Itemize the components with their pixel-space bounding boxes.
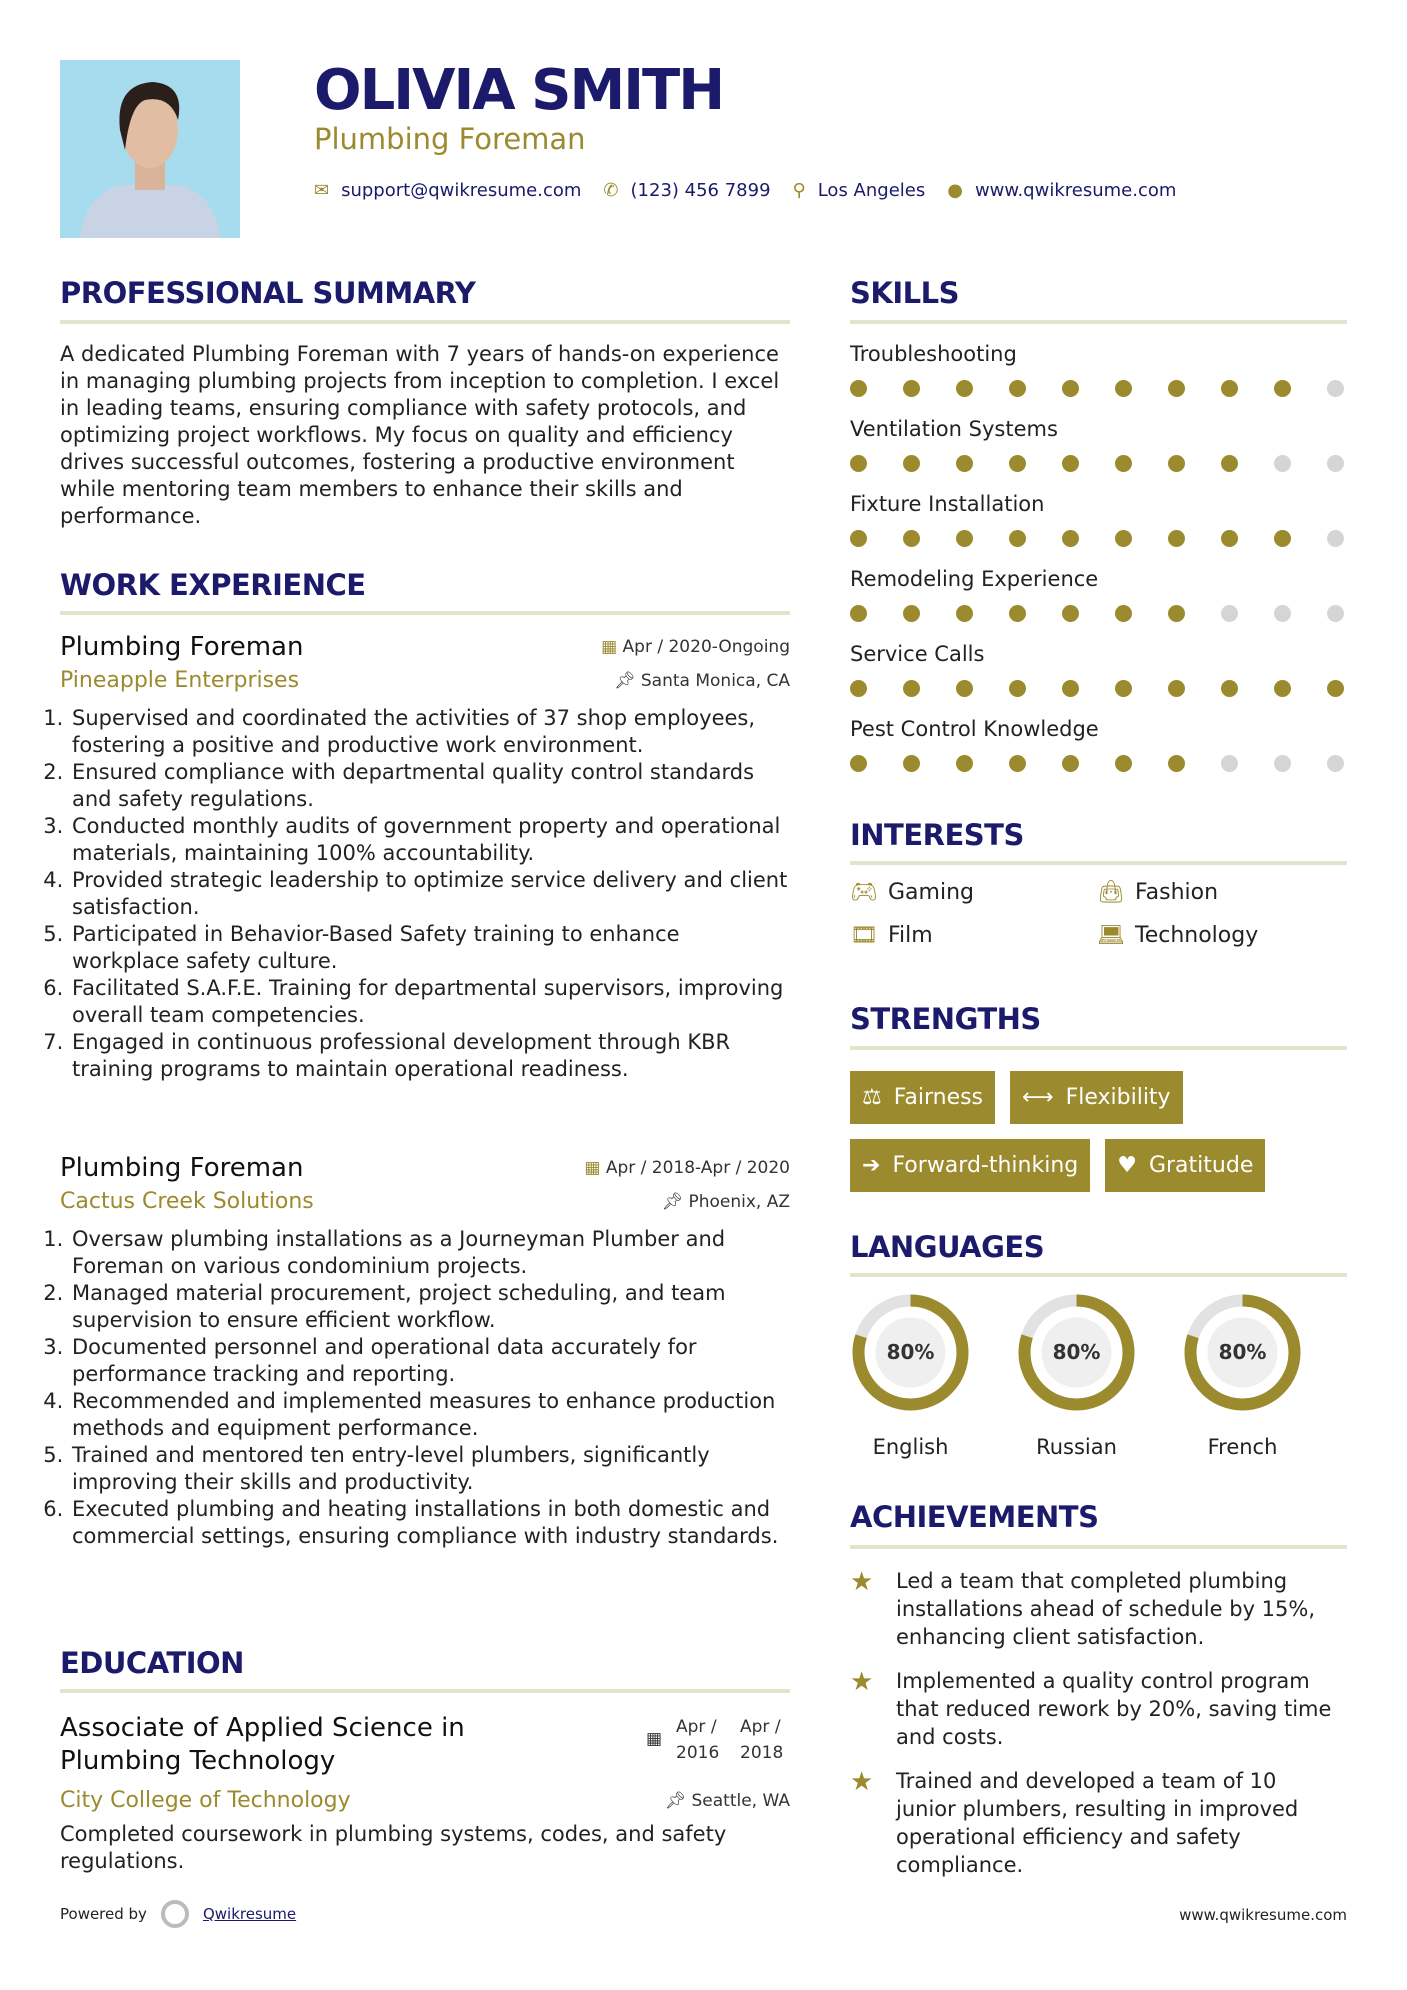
interest-item	[1097, 923, 1347, 948]
rating-dot	[1009, 755, 1026, 772]
rating-dot	[850, 530, 867, 547]
strength-chip	[850, 1139, 1090, 1192]
divider	[850, 1046, 1347, 1050]
job-company: Pineapple Enterprises	[60, 668, 300, 693]
rating-dot	[1062, 530, 1079, 547]
skill-rating	[850, 455, 1347, 472]
phone-icon: ✆	[603, 180, 619, 201]
language-percent: 80%	[886, 1340, 935, 1364]
strength-label: Gratitude	[1148, 1153, 1254, 1178]
job-bullet: 1. Supervised and coordinated the activities of 37 shop employees, fostering a positive and productive work environment.	[70, 705, 790, 759]
rating-dot	[1009, 455, 1026, 472]
job-bullets	[52, 705, 790, 1083]
rating-dot	[1221, 605, 1238, 622]
rating-dot	[1168, 455, 1185, 472]
education-entry	[60, 1712, 790, 1875]
rating-dot	[1115, 455, 1132, 472]
achievement-text: Implemented a quality control program that reduced rework by 20%, saving time and costs.	[896, 1669, 1332, 1749]
rating-dot	[903, 380, 920, 397]
edu-start: Apr / 2016	[676, 1717, 720, 1763]
skill-item	[850, 417, 1347, 492]
interest-item	[850, 923, 1097, 948]
interest-item	[1097, 880, 1347, 905]
rating-dot	[1221, 455, 1238, 472]
interest-label: Film	[888, 923, 933, 948]
achievements-heading: ACHIEVEMENTS	[850, 1500, 1099, 1534]
strengths-list	[850, 1071, 1347, 1192]
skills-list	[850, 342, 1347, 792]
skill-item	[850, 642, 1347, 717]
skill-name: Pest Control Knowledge	[850, 717, 1099, 741]
rating-dot	[1062, 680, 1079, 697]
rating-dot	[1115, 680, 1132, 697]
gamepad-icon: 🎮︎	[850, 880, 878, 905]
map-marker-icon: ⚲	[792, 180, 806, 201]
strengths-heading: STRENGTHS	[850, 1002, 1041, 1036]
language-percent: 80%	[1218, 1340, 1267, 1364]
qwikresume-logo-icon	[161, 1900, 189, 1928]
rating-dot	[1009, 605, 1026, 622]
star-icon: ★	[850, 1767, 874, 1797]
rating-dot	[850, 605, 867, 622]
rating-dot	[1115, 530, 1132, 547]
strength-chip	[1010, 1071, 1183, 1124]
job-date: Apr / 2020-Ongoing	[622, 637, 790, 657]
skill-item	[850, 717, 1347, 792]
rating-dot	[956, 605, 973, 622]
languages-heading: LANGUAGES	[850, 1230, 1045, 1264]
strength-chip	[1105, 1139, 1265, 1192]
edu-location: Seattle, WA	[691, 1790, 790, 1811]
rating-dot	[1274, 455, 1291, 472]
star-icon: ★	[850, 1667, 874, 1697]
interest-label: Fashion	[1135, 880, 1219, 905]
rating-dot	[1221, 530, 1238, 547]
calendar-icon: ▦	[645, 1729, 662, 1749]
interests-list	[850, 880, 1347, 948]
language-percent: 80%	[1052, 1340, 1101, 1364]
job-entry	[60, 632, 790, 1083]
interest-label: Gaming	[888, 880, 974, 905]
rating-dot	[956, 530, 973, 547]
language-item	[1016, 1292, 1137, 1459]
location-text: Los Angeles	[817, 180, 926, 201]
rating-dot	[850, 455, 867, 472]
rating-dot	[903, 605, 920, 622]
skill-rating	[850, 380, 1347, 397]
film-icon: 🎞︎	[850, 923, 878, 948]
laptop-icon: 💻︎	[1097, 923, 1125, 948]
shopping-bag-icon: 👜︎	[1097, 880, 1125, 905]
rating-dot	[1274, 605, 1291, 622]
interest-label: Technology	[1135, 923, 1259, 948]
achievement-item	[850, 1567, 1341, 1651]
skill-item	[850, 567, 1347, 642]
job-bullets	[52, 1226, 790, 1550]
job-bullet: 3. Documented personnel and operational data accurately for performance tracking and reporting.	[70, 1334, 790, 1388]
achievement-text: Trained and developed a team of 10 junior plumbers, resulting in improved operational efficiency and safety compliance.	[896, 1769, 1299, 1877]
divider	[850, 861, 1347, 865]
languages-list	[850, 1292, 1303, 1459]
pin-icon: 📌︎	[661, 1191, 689, 1212]
job-bullet: 3. Conducted monthly audits of government property and operational materials, maintaining 100% accountability.	[70, 813, 790, 867]
job-bullet: 4. Recommended and implemented measures to enhance production methods and equipment performance.	[70, 1388, 790, 1442]
website-link[interactable]: www.qwikresume.com	[974, 180, 1177, 201]
rating-dot	[1327, 605, 1344, 622]
language-item	[1182, 1292, 1303, 1459]
edu-end: Apr / 2018	[740, 1717, 784, 1763]
skill-rating	[850, 755, 1347, 772]
contact-bar	[314, 180, 1176, 201]
rating-dot	[1274, 380, 1291, 397]
powered-by-text: Powered by	[60, 1905, 147, 1923]
rating-dot	[903, 530, 920, 547]
divider	[60, 320, 790, 324]
calendar-icon: ▦	[601, 637, 623, 657]
interest-item	[850, 880, 1097, 905]
rating-dot	[1115, 380, 1132, 397]
rating-dot	[1274, 530, 1291, 547]
rating-dot	[1115, 755, 1132, 772]
job-bullet: 4. Provided strategic leadership to optimize service delivery and client satisfaction.	[70, 867, 790, 921]
strength-label: Forward-thinking	[892, 1153, 1079, 1178]
edu-description: Completed coursework in plumbing systems, codes, and safety regulations.	[60, 1822, 727, 1873]
rating-dot	[1062, 755, 1079, 772]
rating-dot	[1168, 755, 1185, 772]
job-bullet: 7. Engaged in continuous professional development through KBR training programs to maintain operational readiness.	[70, 1029, 790, 1083]
divider	[850, 320, 1347, 324]
school: City College of Technology	[60, 1788, 351, 1813]
job-bullet: 5. Participated in Behavior-Based Safety training to enhance workplace safety culture.	[70, 921, 790, 975]
calendar-icon: ▦	[584, 1158, 606, 1178]
skill-rating	[850, 680, 1347, 697]
skill-name: Service Calls	[850, 642, 985, 666]
rating-dot	[903, 455, 920, 472]
language-item	[850, 1292, 971, 1459]
job-location: Santa Monica, CA	[640, 670, 790, 691]
skill-rating	[850, 530, 1347, 547]
job-bullet: 6. Executed plumbing and heating installations in both domestic and commercial settings, ensuring compliance with industry standards.	[70, 1496, 790, 1550]
divider	[60, 1689, 790, 1693]
job-title: Plumbing Foreman	[60, 632, 304, 662]
footer-website[interactable]: www.qwikresume.com	[1179, 1906, 1347, 1924]
job-bullet: 2. Managed material procurement, project scheduling, and team supervision to ensure efficient workflow.	[70, 1280, 790, 1334]
rating-dot	[956, 380, 973, 397]
envelope-icon: ✉	[314, 180, 330, 201]
achievement-item	[850, 1767, 1341, 1879]
degree: Associate of Applied Science in Plumbing Technology	[60, 1713, 465, 1776]
pin-icon: 📌︎	[613, 670, 641, 691]
star-icon: ★	[850, 1567, 874, 1597]
job-company: Cactus Creek Solutions	[60, 1189, 314, 1214]
job-bullet: 2. Ensured compliance with departmental quality control standards and safety regulations.	[70, 759, 790, 813]
language-name: English	[872, 1435, 949, 1459]
rating-dot	[850, 380, 867, 397]
summary-heading: PROFESSIONAL SUMMARY	[60, 276, 476, 310]
rating-dot	[1327, 455, 1344, 472]
rating-dot	[1327, 380, 1344, 397]
rating-dot	[1221, 755, 1238, 772]
candidate-name: OLIVIA SMITH	[314, 58, 724, 123]
language-name: French	[1207, 1435, 1278, 1459]
rating-dot	[956, 755, 973, 772]
rating-dot	[1168, 530, 1185, 547]
skill-name: Troubleshooting	[850, 342, 1017, 366]
rating-dot	[1274, 755, 1291, 772]
arrow-right-icon: ➔	[862, 1153, 881, 1178]
profile-photo	[60, 60, 240, 238]
job-bullet: 1. Oversaw plumbing installations as a Journeyman Plumber and Foreman on various condominium projects.	[70, 1226, 790, 1280]
rating-dot	[956, 680, 973, 697]
arrows-h-icon: ⟷	[1022, 1085, 1054, 1110]
job-date: Apr / 2018-Apr / 2020	[605, 1158, 790, 1178]
language-progress-ring	[1016, 1292, 1137, 1413]
work-heading: WORK EXPERIENCE	[60, 568, 366, 602]
skills-heading: SKILLS	[850, 276, 959, 310]
job-entry	[60, 1153, 790, 1550]
divider	[850, 1273, 1347, 1277]
brand-link[interactable]: Qwikresume	[202, 1905, 297, 1923]
rating-dot	[850, 680, 867, 697]
interests-heading: INTERESTS	[850, 818, 1024, 852]
email-link[interactable]: support@qwikresume.com	[341, 180, 582, 201]
rating-dot	[1168, 605, 1185, 622]
skill-name: Remodeling Experience	[850, 567, 1099, 591]
language-progress-ring	[850, 1292, 971, 1413]
skill-item	[850, 342, 1347, 417]
rating-dot	[903, 680, 920, 697]
rating-dot	[1274, 680, 1291, 697]
rating-dot	[1009, 530, 1026, 547]
footer-powered	[60, 1900, 296, 1928]
candidate-role: Plumbing Foreman	[314, 122, 586, 156]
strength-label: Fairness	[893, 1085, 984, 1110]
rating-dot	[1327, 755, 1344, 772]
rating-dot	[1115, 605, 1132, 622]
rating-dot	[1062, 455, 1079, 472]
skill-rating	[850, 605, 1347, 622]
rating-dot	[1009, 380, 1026, 397]
skill-name: Ventilation Systems	[850, 417, 1058, 441]
job-bullet: 6. Facilitated S.A.F.E. Training for departmental supervisors, improving overall team competencies.	[70, 975, 790, 1029]
skill-name: Fixture Installation	[850, 492, 1045, 516]
job-location: Phoenix, AZ	[688, 1191, 790, 1212]
achievements-list	[850, 1567, 1341, 1879]
rating-dot	[1327, 680, 1344, 697]
rating-dot	[903, 755, 920, 772]
rating-dot	[1168, 680, 1185, 697]
strength-chip	[850, 1071, 995, 1124]
globe-icon: ●	[947, 180, 963, 201]
rating-dot	[850, 755, 867, 772]
phone-text: (123) 456 7899	[630, 180, 771, 201]
strength-label: Flexibility	[1065, 1085, 1171, 1110]
rating-dot	[1168, 380, 1185, 397]
language-name: Russian	[1036, 1435, 1117, 1459]
divider	[850, 1545, 1347, 1549]
achievement-item	[850, 1667, 1341, 1751]
rating-dot	[1009, 680, 1026, 697]
achievement-text: Led a team that completed plumbing installations ahead of schedule by 15%, enhancing client satisfaction.	[896, 1569, 1316, 1649]
summary-text: A dedicated Plumbing Foreman with 7 years of hands-on experience in managing plumbing projects from inception to completion. I excel in leading teams, ensuring compliance with safety protocols, and optimizing project workflows. My focus on quality and efficiency drives successful outcomes, fostering a productive environment while mentoring team members to enhance their skills and performance.	[60, 342, 780, 528]
language-progress-ring	[1182, 1292, 1303, 1413]
rating-dot	[1327, 530, 1344, 547]
job-bullet: 5. Trained and mentored ten entry-level plumbers, significantly improving their skills and productivity.	[70, 1442, 790, 1496]
rating-dot	[1221, 380, 1238, 397]
job-title: Plumbing Foreman	[60, 1153, 304, 1183]
rating-dot	[1062, 605, 1079, 622]
balance-scale-icon: ⚖	[862, 1085, 882, 1110]
heart-icon: ♥	[1117, 1153, 1137, 1178]
skill-item	[850, 492, 1347, 567]
rating-dot	[956, 455, 973, 472]
education-heading: EDUCATION	[60, 1646, 244, 1680]
rating-dot	[1221, 680, 1238, 697]
pin-icon: 📌︎	[664, 1790, 692, 1811]
rating-dot	[1062, 380, 1079, 397]
divider	[60, 611, 790, 615]
